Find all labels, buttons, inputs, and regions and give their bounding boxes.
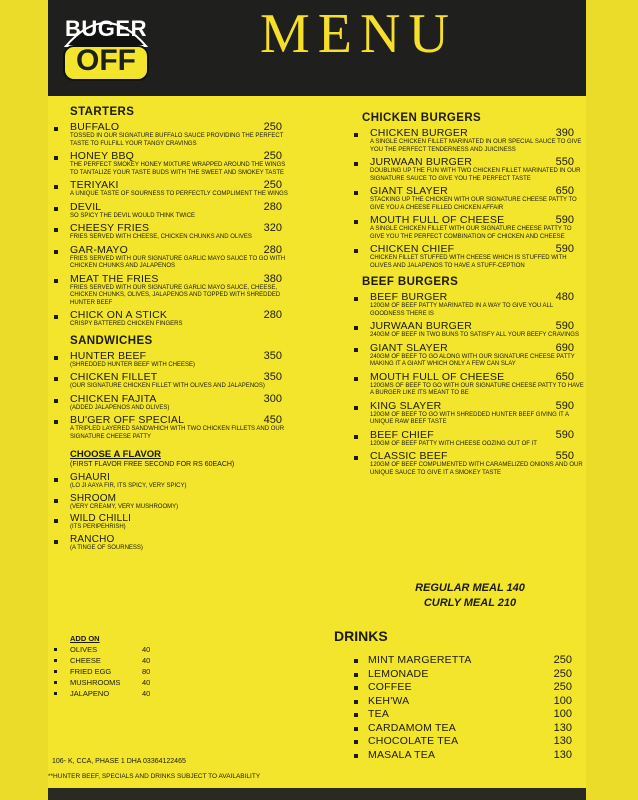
menu-item-price: 320	[263, 222, 282, 234]
addon-price: 40	[142, 678, 151, 687]
flavor-item	[52, 472, 292, 491]
beef-burgers-list	[352, 291, 584, 477]
menu-item-price: 380	[263, 272, 282, 285]
menu-item-row	[70, 222, 292, 234]
menu-item	[52, 179, 292, 199]
bullet-icon	[54, 207, 58, 211]
bullet-icon	[354, 754, 358, 758]
menu-item	[52, 309, 292, 329]
menu-item-price: 590	[555, 243, 574, 255]
flavor-item	[52, 493, 292, 512]
drink-name: CARDAMOM TEA	[368, 721, 456, 734]
menu-item	[352, 185, 584, 212]
drink-price: 130	[553, 735, 572, 747]
menu-item-row	[370, 371, 584, 383]
menu-item-row	[370, 400, 584, 412]
menu-item	[352, 429, 584, 449]
bullet-icon	[354, 377, 358, 381]
bullet-icon	[54, 499, 58, 503]
footer-note: **HUNTER BEEF, SPECIALS AND DRINKS SUBJECT TO AVAILABILITY	[48, 773, 261, 780]
menu-item-desc: 120GMS OF BEEF TO GO WITH OUR SIGNATURE CHEESE PATTY TO HAVE A BURGER LIKE ITS MEANT TO BE	[370, 382, 584, 396]
bullet-icon	[354, 326, 358, 330]
menu-item-price: 280	[263, 200, 282, 213]
drink-price: 130	[553, 748, 572, 761]
menu-item-name: CHICKEN BURGER	[370, 127, 468, 139]
menu-item-row	[70, 309, 292, 321]
flavor-desc: (ITS PERIPEHRISH)	[70, 524, 126, 530]
addon-list	[52, 645, 212, 700]
bullet-icon	[54, 648, 57, 651]
menu-item-desc: (OUR SIGNATURE CHICKEN FILLET WITH OLIVES AND JALAPENOS)	[70, 383, 265, 389]
menu-item-name: BEEF BURGER	[370, 291, 448, 303]
flavor-desc: (VERY CREAMY, VERY MUSHROOMY)	[70, 503, 179, 510]
drinks-title: DRINKS	[334, 628, 388, 644]
addon-item	[52, 656, 212, 667]
drink-price: 100	[553, 708, 572, 720]
bullet-icon	[54, 377, 58, 381]
menu-item-row	[370, 185, 584, 197]
bullet-icon	[54, 315, 58, 319]
page-title: MENU	[260, 3, 457, 65]
menu-item-desc: DOUBLING UP THE FUN WITH TWO CHICKEN FILLET MARINATED IN OUR SIGNATURE SAUCE TO GIVE YOU THE PERFECT TASTE	[370, 168, 581, 182]
menu-item-price: 650	[555, 185, 574, 197]
menu-item-price: 250	[263, 150, 282, 162]
addon-name: OLIVES	[70, 645, 98, 654]
addon-item	[52, 678, 212, 689]
menu-item-name: TERIYAKI	[70, 179, 119, 191]
menu-item	[52, 244, 292, 271]
bullet-icon	[354, 162, 358, 166]
drinks-section	[334, 628, 582, 762]
menu-item-row	[370, 243, 584, 255]
bullet-icon	[354, 133, 358, 137]
menu-item-row	[70, 150, 292, 162]
menu-item-row	[370, 320, 584, 332]
menu-item-name: CHICKEN CHIEF	[370, 243, 455, 255]
menu-item-price: 390	[555, 127, 574, 139]
menu-item-desc: FRIES SERVED WITH OUR SIGNATURE GARLIC MAYO SAUCE, CHEESE, CHICKEN CHUNKS, OLIVES, JALAPENOS AND TOPPED WITH SHREDDED HUNTER BEEF	[70, 284, 281, 306]
left-column	[52, 104, 292, 554]
menu-item-name: GIANT SLAYER	[370, 341, 448, 354]
menu-item-name: MOUTH FULL OF CHEESE	[370, 370, 505, 383]
menu-item-row	[370, 450, 584, 462]
brand-name-bottom: OFF	[76, 44, 136, 77]
bullet-icon	[354, 727, 358, 731]
drink-name: TEA	[368, 708, 390, 720]
chicken-burgers-title: CHICKEN BURGERS	[362, 112, 482, 124]
bottom-band	[48, 788, 586, 800]
menu-item-price: 280	[263, 243, 282, 256]
menu-item-name: CLASSIC BEEF	[370, 450, 448, 462]
drink-item	[334, 708, 582, 722]
menu-item	[352, 291, 584, 318]
menu-item-desc: A UNIQUE TASTE OF SOURNESS TO PERFECTLY COMPLIMENT THE WINGS	[70, 191, 288, 197]
drink-item	[334, 722, 582, 736]
menu-item	[52, 350, 292, 370]
menu-item-desc: 240GM OF BEEF TO GO ALONG WITH OUR SIGNATURE CHEESE PATTY MAKING IT A GIANT WHICH ONLY A FEW CAN SLAY	[370, 353, 575, 367]
right-column	[352, 110, 584, 479]
addon-name: JALAPENO	[70, 689, 110, 698]
menu-item-name: GAR-MAYO	[70, 243, 128, 256]
menu-item-row	[70, 244, 292, 256]
menu-item-desc: CHICKEN FILLET STUFFED WITH CHEESE WHICH IS STUFFED WITH OLIVES AND JALAPENOS TO HAVE A STUFF-CEPTION	[370, 255, 567, 269]
bullet-icon	[354, 659, 358, 663]
bullet-icon	[354, 406, 358, 410]
menu-item-name: HUNTER BEEF	[70, 349, 147, 362]
sandwiches-title: SANDWICHES	[70, 334, 153, 347]
menu-item	[52, 222, 292, 242]
menu-item-price: 250	[263, 121, 282, 133]
addon-name: CHEESE	[70, 656, 101, 665]
menu-item-desc: 120GM OF BEEF PATTY WITH CHEESE OOZING OUT OF IT	[370, 440, 537, 447]
menu-item-desc: 120GM OF BEEF TO GO WITH SHREDDED HUNTER BEEF GIVING IT A UNIQUE RAW BEEF TASTE	[370, 411, 569, 425]
menu-item-row	[70, 273, 292, 285]
flavor-name: SHROOM	[70, 492, 117, 504]
menu-item	[352, 400, 584, 427]
menu-item-name: BUFFALO	[70, 121, 120, 133]
menu-item-row	[370, 214, 584, 226]
menu-item-name: GIANT SLAYER	[370, 185, 448, 197]
bullet-icon	[54, 250, 58, 254]
drink-item	[334, 735, 582, 749]
drink-item	[334, 654, 582, 668]
addon-price: 80	[142, 667, 151, 676]
bullet-icon	[54, 185, 58, 189]
menu-item	[352, 371, 584, 398]
menu-item	[352, 127, 584, 154]
bullet-icon	[54, 659, 57, 662]
menu-item-row	[370, 342, 584, 354]
menu-item	[52, 150, 292, 177]
menu-item-desc: THE PERFECT SMOKEY HONEY MIXTURE WRAPPED AROUND THE WINGS TO TANTALIZE YOUR TASTE BUDS WITH THE SWEET AND SMOKEY TASTE	[70, 162, 286, 176]
menu-item-price: 350	[263, 371, 282, 383]
menu-item-desc: 120GM OF BEEF PATTY MARINATED IN A WAY TO GIVE YOU ALL GOODNESS THERE IS	[370, 303, 553, 317]
drink-price: 100	[553, 694, 572, 707]
bullet-icon	[354, 740, 358, 744]
menu-item-row	[70, 350, 292, 362]
menu-item-name: BU'GER OFF SPECIAL	[70, 414, 185, 426]
drink-name: MINT MARGERETTA	[368, 654, 472, 666]
menu-item-price: 550	[555, 156, 574, 168]
addon-name: MUSHROOMS	[70, 678, 121, 687]
bullet-icon	[354, 686, 358, 690]
brand-name-top: BUGER	[65, 16, 147, 41]
bullet-icon	[54, 228, 58, 232]
flavor-item	[52, 534, 292, 553]
menu-item-desc: 120GM OF BEEF COMPLIMENTED WITH CARAMELIZED ONIONS AND OUR UNIQUE SAUCE TO GIVE IT A SMOKEY TASTE	[370, 462, 583, 476]
menu-item	[52, 393, 292, 413]
bullet-icon	[354, 220, 358, 224]
menu-item-name: CHICKEN FILLET	[70, 371, 158, 383]
drink-item	[334, 749, 582, 763]
beef-burgers-title: BEEF BURGERS	[362, 276, 459, 288]
menu-item-desc: A SINGLE CHICKEN FILLET MARINATED IN OUR SPECIAL SAUCE TO GIVE YOU THE PERFECT TENDERNESS AND JUICINESS	[370, 139, 582, 153]
footer-address: 106- K, CCA, PHASE 1 DHA 03364122465	[52, 758, 186, 765]
right-margin	[586, 0, 638, 800]
bullet-icon	[354, 456, 358, 460]
flavor-item	[52, 513, 292, 532]
menu-item-price: 450	[263, 414, 282, 426]
addon-title: ADD ON	[70, 634, 100, 643]
drinks-list	[334, 654, 582, 762]
menu-item-price: 300	[263, 392, 282, 405]
bullet-icon	[54, 519, 58, 523]
addon-item	[52, 667, 212, 678]
bullet-icon	[54, 127, 58, 131]
bullet-icon	[54, 681, 57, 684]
addon-item	[52, 645, 212, 656]
menu-item	[52, 371, 292, 391]
menu-item-price: 590	[555, 399, 574, 412]
curly-meal: CURLY MEAL 210	[423, 597, 517, 609]
menu-item	[352, 320, 584, 340]
drink-name: CHOCOLATE TEA	[368, 735, 459, 747]
menu-item-desc: 240GM OF BEEF IN TWO BUNS TO SATISFY ALL YOUR BEEFY CRAVINGS	[370, 332, 579, 338]
bullet-icon	[54, 156, 58, 160]
addon-price: 40	[142, 645, 151, 654]
bullet-icon	[354, 297, 358, 301]
bullet-icon	[54, 670, 57, 673]
menu-item-row	[370, 156, 584, 168]
menu-item-desc: A SINGLE CHICKEN FILLET WITH OUR SIGNATURE CHEESE PATTY TO GIVE YOU THE PERFECT COMBINATION OF CHICKEN AND CHEESE	[370, 226, 572, 240]
starters-title: STARTERS	[70, 106, 135, 118]
sandwiches-list	[52, 350, 292, 442]
addon-name: FRIED EGG	[70, 667, 112, 676]
menu-item	[352, 450, 584, 477]
bullet-icon	[54, 399, 58, 403]
menu-item-price: 690	[555, 341, 574, 354]
addon-price: 40	[142, 689, 151, 698]
menu-item-name: MEAT THE FRIES	[70, 272, 159, 285]
menu-item-row	[370, 429, 584, 441]
menu-item-desc: CRISPY BATTERED CHICKEN FINGERS	[70, 321, 183, 327]
left-margin	[0, 0, 48, 800]
menu-item-desc: (SHREDDED HUNTER BEEF WITH CHEESE)	[70, 361, 196, 368]
menu-item-name: KING SLAYER	[370, 399, 442, 412]
flavor-name: WILD CHILLI	[70, 513, 132, 524]
flavor-desc: (A TINGE OF SOURNESS)	[70, 544, 143, 551]
menu-item-price: 250	[263, 179, 282, 191]
menu-item-name: CHEESY FRIES	[70, 222, 150, 234]
menu-item-price: 550	[555, 450, 574, 462]
menu-item-row	[70, 121, 292, 133]
menu-item-row	[370, 127, 584, 139]
brand-logo	[58, 6, 154, 90]
flavors-note: (FIRST FLAVOR FREE SECOND FOR RS 60EACH)	[70, 461, 235, 468]
drink-item	[334, 668, 582, 682]
drink-price: 250	[553, 681, 572, 693]
menu-item-desc: A TRIPLED LAYERED SANDWHICH WITH TWO CHICKEN FILLETS AND OUR SIGNATURE CHEESE PATTY	[70, 426, 285, 440]
bullet-icon	[54, 540, 58, 544]
menu-item	[52, 121, 292, 148]
menu-item-row	[70, 371, 292, 383]
bullet-icon	[354, 700, 358, 704]
bullet-icon	[354, 673, 358, 677]
menu-item-price: 590	[555, 428, 574, 441]
menu-item-price: 480	[555, 291, 574, 303]
addon-item	[52, 689, 212, 700]
menu-item-desc: (ADDED JALAPENOS AND OLIVES)	[70, 404, 170, 411]
menu-item-row	[70, 414, 292, 426]
menu-item-desc: TOSSED IN OUR SIGNATURE BUFFALO SAUCE PROVIDING THE PERFECT TASTE TO FULFILL YOUR TANGY CRAVINGS	[70, 133, 284, 147]
menu-item-price: 650	[555, 370, 574, 383]
menu-item	[52, 201, 292, 221]
drink-price: 250	[553, 654, 572, 666]
menu-item-name: MOUTH FULL OF CHEESE	[370, 214, 505, 226]
flavor-desc: (LO JI AAYA FIR, ITS SPICY, VERY SPICY)	[70, 483, 187, 489]
menu-item-row	[70, 179, 292, 191]
bullet-icon	[354, 435, 358, 439]
regular-meal: REGULAR MEAL 140	[415, 582, 525, 594]
menu-item-row	[370, 291, 584, 303]
bullet-icon	[354, 191, 358, 195]
menu-item-name: HONEY BBQ	[70, 150, 135, 162]
chicken-burgers-list	[352, 127, 584, 270]
drink-name: COFFEE	[368, 681, 412, 693]
bullet-icon	[54, 420, 58, 424]
drink-name: MASALA TEA	[368, 748, 436, 761]
starters-list	[52, 121, 292, 329]
menu-item-price: 590	[555, 320, 574, 332]
menu-item-desc: FRIES SERVED WITH CHEESE, CHICKEN CHUNKS AND OLIVES	[70, 234, 252, 240]
menu-item	[52, 414, 292, 441]
menu-item	[52, 273, 292, 308]
menu-item	[352, 156, 584, 183]
drink-item	[334, 681, 582, 695]
drink-price: 250	[553, 667, 572, 680]
flavor-name: RANCHO	[70, 533, 115, 545]
menu-item-name: JURWAAN BURGER	[370, 156, 472, 168]
menu-item	[352, 243, 584, 270]
bullet-icon	[54, 692, 57, 695]
menu-item-desc: STACKING UP THE CHICKEN WITH OUR SIGNATURE CHEESE PATTY TO GIVE YOU A CHEESE FILLED CHICKEN AFFAIR	[370, 197, 577, 211]
drink-item	[334, 695, 582, 709]
drink-price: 130	[553, 721, 572, 734]
menu-item-name: CHICKEN FAJITA	[70, 392, 157, 405]
bullet-icon	[354, 713, 358, 717]
menu-item-row	[70, 393, 292, 405]
menu-item-price: 280	[263, 309, 282, 321]
menu-item-name: CHICK ON A STICK	[70, 309, 168, 321]
menu-item	[352, 214, 584, 241]
bullet-icon	[54, 279, 58, 283]
bullet-icon	[354, 249, 358, 253]
drink-name: KEH'WA	[368, 694, 410, 707]
flavors-title: CHOOSE A FLAVOR	[70, 449, 161, 460]
menu-item-price: 350	[263, 349, 282, 362]
menu-item	[352, 342, 584, 369]
menu-item-row	[70, 201, 292, 213]
bullet-icon	[354, 348, 358, 352]
menu-item-name: JURWAAN BURGER	[370, 320, 472, 332]
drink-name: LEMONADE	[368, 667, 429, 680]
addon-section	[52, 634, 212, 700]
flavor-name: GHAURI	[70, 472, 111, 483]
menu-item-desc: FRIES SERVED WITH OUR SIGNATURE GARLIC MAYO SAUCE TO GO WITH CHICKEN CHUNKS AND JALAPENOS	[70, 255, 286, 269]
addon-price: 40	[142, 656, 151, 665]
bullet-icon	[54, 478, 58, 482]
menu-item-name: DEVIL	[70, 200, 102, 213]
menu-item-desc: SO SPICY THE DEVIL WOULD THINK TWICE	[70, 212, 196, 219]
bullet-icon	[54, 356, 58, 360]
flavors-list	[52, 472, 292, 552]
menu-item-price: 590	[555, 214, 574, 226]
menu-item-name: BEEF CHIEF	[370, 428, 434, 441]
